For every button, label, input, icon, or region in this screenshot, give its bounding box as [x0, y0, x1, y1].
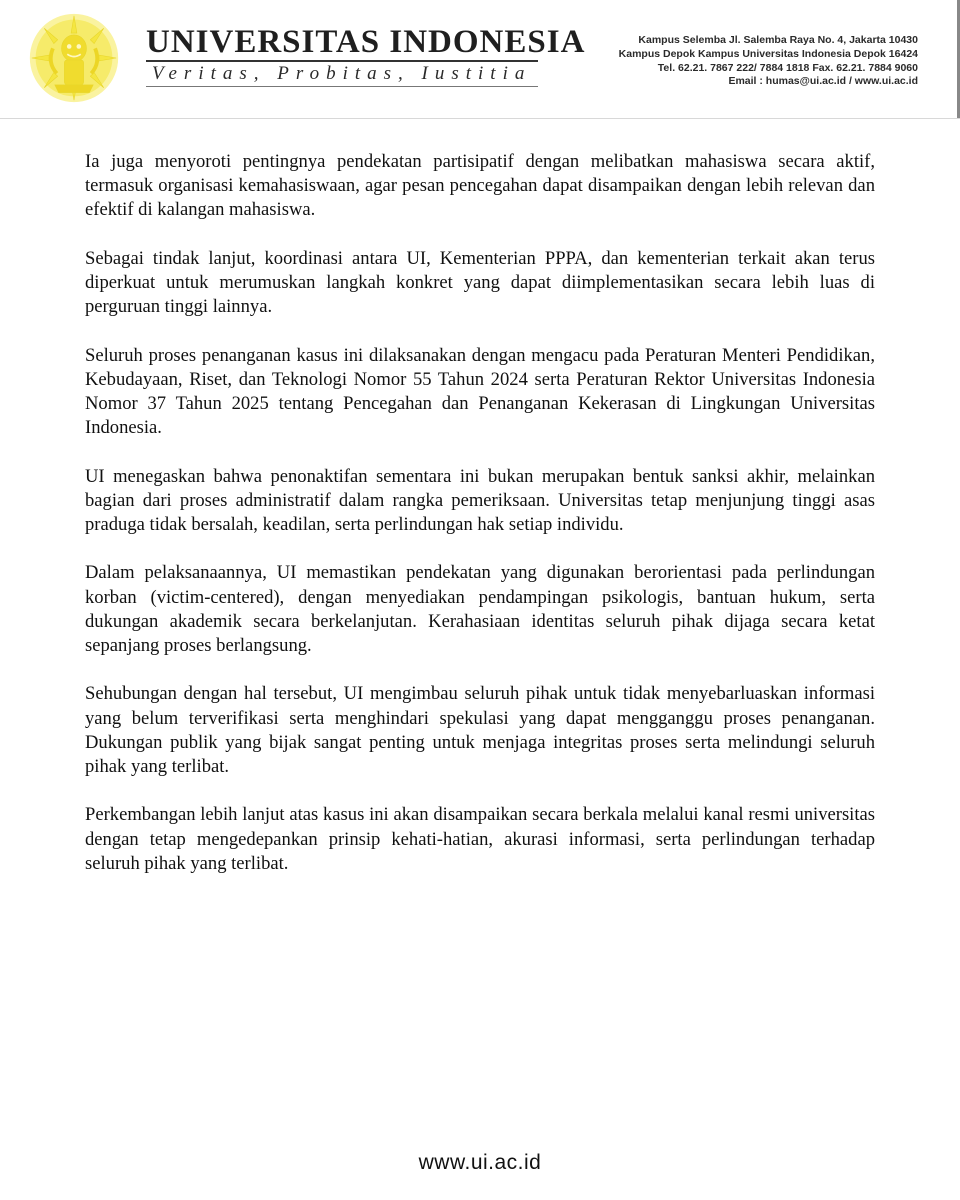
footer-website: www.ui.ac.id	[418, 1151, 542, 1174]
contact-block	[618, 34, 918, 89]
university-motto: Veritas, Probitas, Iustitia	[152, 63, 532, 84]
makara-logo-icon	[26, 8, 122, 108]
motto-underline	[146, 86, 538, 87]
letterhead	[0, 0, 960, 119]
contact-depok-address: Kampus Depok Kampus Universitas Indonesia Depok 16424	[618, 47, 918, 60]
name-underline	[146, 60, 538, 62]
contact-salemba-address: Kampus Selemba Jl. Salemba Raya No. 4, Jakarta 10430	[638, 34, 918, 46]
contact-email-web: Email : humas@ui.ac.id / www.ui.ac.id	[728, 75, 918, 88]
paragraph-2: Sebagai tindak lanjut, koordinasi antara UI, Kementerian PPPA, dan kementerian terkait akan terus diperkuat untuk merumuskan langkah konkret yang dapat diimplementasikan secara lebih luas di perguruan tinggi lainnya.	[85, 247, 875, 318]
contact-phone-fax: Tel. 62.21. 7867 222/ 7884 1818 Fax. 62.21. 7884 9060	[657, 61, 918, 74]
paragraph-5: Dalam pelaksanaannya, UI memastikan pendekatan yang digunakan berorientasi pada perlindungan korban (victim-centered), dengan menyediakan pendampingan psikologis, bantuan hukum, serta dukungan akademik secara berkelanjutan. Kerahasiaan identitas seluruh pihak dijaga secara ketat sepanjang proses berlangsung.	[85, 562, 875, 656]
paragraph-3: Seluruh proses penanganan kasus ini dilaksanakan dengan mengacu pada Peraturan Menteri Pendidikan, Kebudayaan, Riset, dan Teknologi Nomor 55 Tahun 2024 serta Peraturan Rektor Universitas Indonesia Nomor 37 Tahun 2025 tentang Pencegahan dan Penanganan Kekerasan di Lingkungan Universitas Indonesia.	[85, 344, 875, 439]
paragraph-1: Ia juga menyoroti pentingnya pendekatan partisipatif dengan melibatkan mahasiswa secara aktif, termasuk organisasi kemahasiswaan, agar pesan pencegahan dapat disampaikan dengan lebih relevan dan efektif di kalangan mahasiswa.	[85, 151, 875, 221]
university-name: UNIVERSITAS INDONESIA	[146, 24, 586, 60]
document-body	[85, 150, 875, 900]
paragraph-6: Sehubungan dengan hal tersebut, UI mengimbau seluruh pihak untuk tidak menyebarluaskan informasi yang belum terverifikasi serta menghindari spekulasi yang dapat mengganggu proses penanganan. Dukungan publik yang bijak sangat penting untuk menjaga integritas proses serta melindungi seluruh pihak yang terlibat.	[85, 683, 875, 777]
paragraph-4: UI menegaskan bahwa penonaktifan sementara ini bukan merupakan bentuk sanksi akhir, melainkan bagian dari proses administratif dalam rangka pemeriksaan. Universitas tetap menjunjung tinggi asas praduga tidak bersalah, keadilan, serta perlindungan hak setiap individu.	[85, 465, 875, 535]
paragraph-7: Perkembangan lebih lanjut atas kasus ini akan disampaikan secara berkala melalui kanal resmi universitas dengan tetap mengedepankan prinsip kehati-hatian, akurasi informasi, serta perlindungan terhadap seluruh pihak yang terlibat.	[85, 804, 875, 874]
